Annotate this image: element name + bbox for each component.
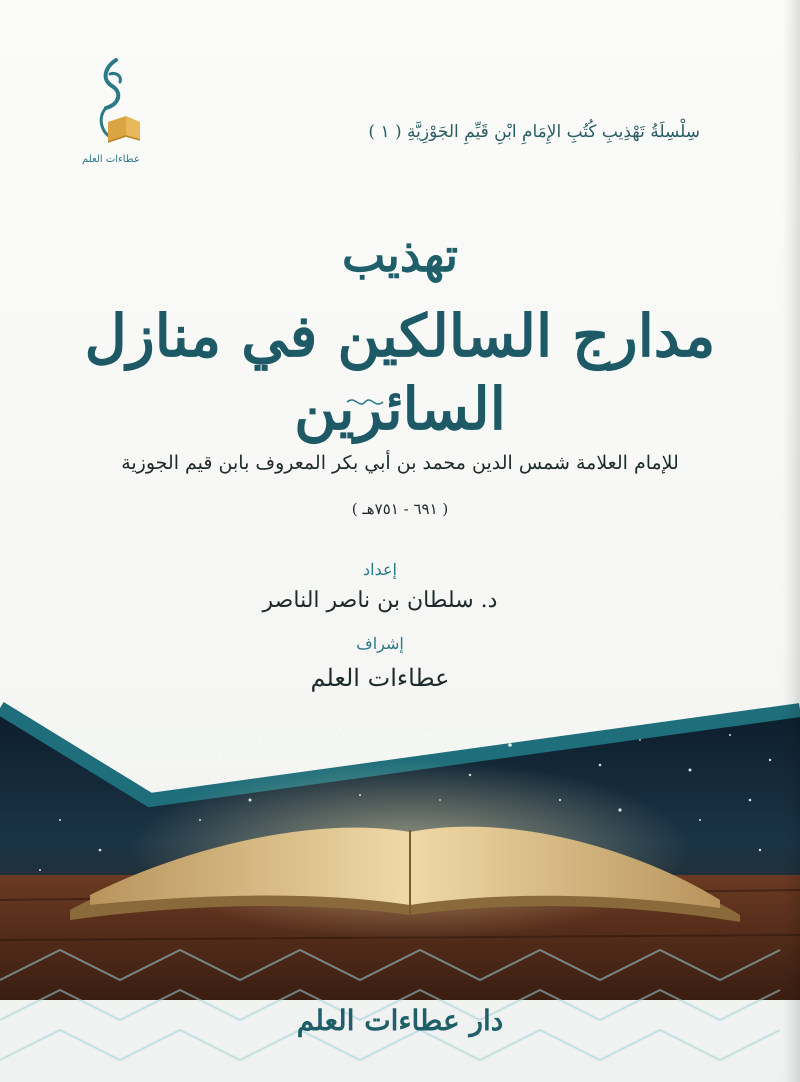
supervision-label: إشراف xyxy=(356,634,404,653)
author-line: للإمام العلامة شمس الدين محمد بن أبي بكر المعروف بابن قيم الجوزية xyxy=(121,452,679,474)
prepared-by-name: د. سلطان بن ناصر الناصر xyxy=(262,588,498,613)
publisher-name: دار عطاءات العلم xyxy=(296,1004,504,1037)
book-title: مدارج السالكين في منازل السائرين xyxy=(84,302,716,443)
publisher-logo-icon xyxy=(76,52,146,152)
spine-shadow xyxy=(782,0,800,1082)
ornament-icon xyxy=(345,395,385,409)
series-title: سِلْسِلَةُ تَهْذِيبِ كُتُبِ الإِمَامِ ابْنِ قَيِّمِ الجَوْزِيَّةِ ( ١ ) xyxy=(368,122,700,142)
publisher-logo xyxy=(66,52,156,182)
author-dates: ( ٦٩١ - ٧٥١هـ ) xyxy=(351,500,449,518)
supervision-name: عطاءات العلم xyxy=(310,664,450,692)
logo-text: عطاءات العلم xyxy=(82,154,140,165)
title-small: تهذيب xyxy=(341,228,459,282)
prepared-by-label: إعداد xyxy=(363,560,397,579)
